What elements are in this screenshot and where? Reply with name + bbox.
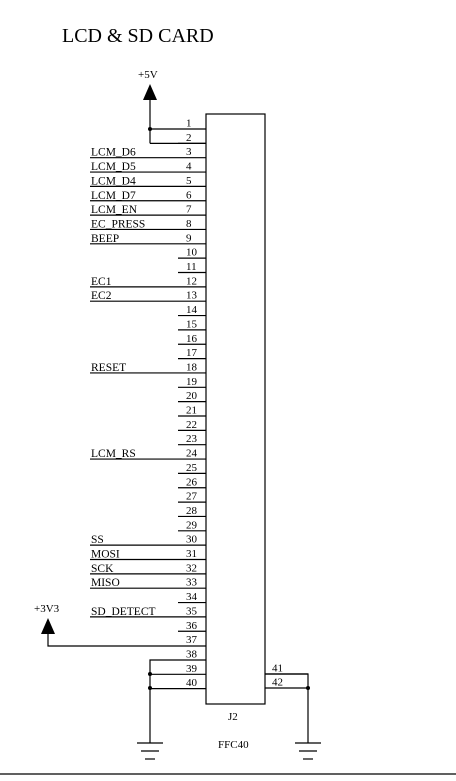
pin-number-42: 42 xyxy=(272,676,283,689)
power-arrow-5v-icon xyxy=(143,84,157,100)
pin-number-7: 7 xyxy=(186,203,192,216)
pin-number-30: 30 xyxy=(186,533,197,546)
pin-number-6: 6 xyxy=(186,189,192,202)
pin-number-23: 23 xyxy=(186,433,197,446)
pin-number-13: 13 xyxy=(186,289,197,302)
pin-number-1: 1 xyxy=(186,117,192,130)
pin-number-24: 24 xyxy=(186,447,197,460)
signal-label-18: RESET xyxy=(91,361,127,374)
pin-number-18: 18 xyxy=(186,361,197,374)
pin-number-27: 27 xyxy=(186,490,197,503)
signal-label-8: EC_PRESS xyxy=(91,218,146,231)
pin-number-10: 10 xyxy=(186,246,197,259)
pin-number-37: 37 xyxy=(186,634,197,647)
pin-number-25: 25 xyxy=(186,461,197,474)
signal-label-24: LCM_RS xyxy=(91,448,136,461)
pin-number-19: 19 xyxy=(186,375,197,388)
signal-label-5: LCM_D4 xyxy=(91,175,136,188)
pin-number-31: 31 xyxy=(186,548,197,560)
junction-5v xyxy=(148,127,152,131)
pin-number-16: 16 xyxy=(186,332,197,345)
pin-number-38: 38 xyxy=(186,648,197,661)
power-label-3v3: +3V3 xyxy=(34,603,60,615)
signal-label-4: LCM_D5 xyxy=(91,161,136,174)
pin-number-11: 11 xyxy=(186,261,197,273)
pin-number-2: 2 xyxy=(186,131,192,144)
pin-number-29: 29 xyxy=(186,519,197,532)
signal-label-33: MISO xyxy=(91,577,120,590)
junction-gnd-39 xyxy=(148,672,152,676)
pin-number-4: 4 xyxy=(186,160,192,173)
connector-part: FFC40 xyxy=(218,739,249,751)
pin-number-36: 36 xyxy=(186,619,197,632)
connector-pins xyxy=(90,118,308,690)
power-arrow-3v3-icon xyxy=(41,618,55,634)
signal-label-13: EC2 xyxy=(91,290,112,303)
power-label-5v: +5V xyxy=(138,69,158,81)
pin-number-34: 34 xyxy=(186,591,197,604)
pin-number-41: 41 xyxy=(272,662,283,675)
wire-gnd-left xyxy=(150,660,206,743)
pin-number-9: 9 xyxy=(186,232,192,245)
pin-number-33: 33 xyxy=(186,576,197,589)
junction-gnd-40 xyxy=(148,686,152,690)
signal-label-12: EC1 xyxy=(91,275,112,288)
connector-ref: J2 xyxy=(228,711,238,723)
pin-number-17: 17 xyxy=(186,347,197,360)
junction-gnd-42 xyxy=(306,686,310,690)
pin-number-26: 26 xyxy=(186,476,197,489)
pin-number-20: 20 xyxy=(186,390,197,403)
pin-number-32: 32 xyxy=(186,562,197,575)
diagram-title: LCD & SD CARD xyxy=(62,25,214,47)
pin-number-14: 14 xyxy=(186,304,197,317)
pin-number-3: 3 xyxy=(186,146,192,159)
pin-number-22: 22 xyxy=(186,418,197,431)
signal-label-35: SD_DETECT xyxy=(91,605,156,618)
ground-left-icon xyxy=(137,743,163,759)
ground-right-icon xyxy=(295,743,321,759)
pin-number-39: 39 xyxy=(186,662,197,675)
pin-number-8: 8 xyxy=(186,217,192,230)
signal-label-32: SCK xyxy=(91,562,114,575)
signal-label-7: LCM_EN xyxy=(91,204,137,217)
pin-number-21: 21 xyxy=(186,404,197,417)
wire-3v3 xyxy=(48,634,206,646)
pin-number-5: 5 xyxy=(186,174,192,187)
pin-number-15: 15 xyxy=(186,318,197,331)
signal-label-9: BEEP xyxy=(91,232,120,245)
pin-number-28: 28 xyxy=(186,504,197,517)
pin-number-12: 12 xyxy=(186,275,197,288)
signal-label-31: MOSI xyxy=(91,548,120,561)
signal-label-6: LCM_D7 xyxy=(91,189,136,202)
pin-number-35: 35 xyxy=(186,605,197,618)
signal-label-30: SS xyxy=(91,534,104,547)
pin-number-40: 40 xyxy=(186,677,197,690)
signal-label-3: LCM_D6 xyxy=(91,146,136,159)
connector-body xyxy=(206,114,265,704)
